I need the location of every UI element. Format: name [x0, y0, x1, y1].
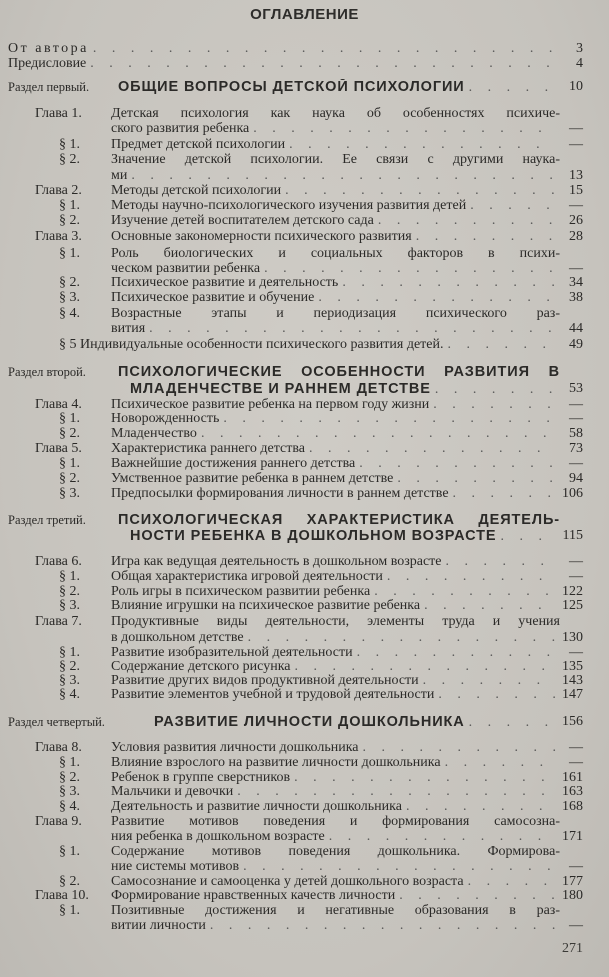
paragraph-label: § 3.	[59, 598, 80, 613]
entry-page-number: —	[569, 137, 583, 152]
dot-leader	[359, 456, 556, 472]
entry-page-number: 15	[569, 183, 583, 198]
toc-entry-para	[0, 321, 609, 337]
chapter-label: Глава 6.	[35, 554, 82, 569]
entry-page-number: 3	[576, 41, 583, 56]
dot-leader	[90, 56, 556, 72]
paragraph-label: § 1.	[59, 137, 80, 152]
entry-page-number: 147	[562, 687, 583, 702]
entry-title: Содержание детского рисунка	[111, 659, 291, 674]
paragraph-label: § 1.	[59, 411, 80, 426]
entry-title: Предисловие	[8, 56, 87, 71]
entry-title: Изучение детей воспитателем детского сада	[111, 213, 374, 228]
entry-page-number: 106	[562, 486, 583, 501]
dot-leader	[131, 168, 556, 184]
entry-title: ческом развитии ребенка	[111, 261, 261, 276]
entry-title: Психическое развитие и обучение	[111, 290, 315, 305]
toc-entry-para	[0, 569, 609, 585]
dot-leader	[318, 290, 556, 306]
dot-leader	[289, 137, 556, 153]
toc-entry-para	[0, 137, 609, 153]
toc-entry-para5	[0, 337, 609, 353]
entry-page-number: 10	[569, 79, 583, 94]
entry-title: Продуктивные виды деятельности, элементы труда и учения	[111, 614, 560, 629]
toc-entry-chapter	[0, 888, 609, 904]
page-number: 271	[562, 941, 583, 956]
dot-leader	[406, 799, 556, 815]
toc-entry-chapter	[0, 740, 609, 756]
entry-title: МЛАДЕНЧЕСТВЕ И РАННЕМ ДЕТСТВЕ	[130, 381, 431, 397]
entry-page-number: 177	[562, 874, 583, 889]
entry-title: Условия развития личности дошкольника	[111, 740, 359, 755]
entry-title: Развитие изобразительной деятельности	[111, 645, 353, 660]
entry-title: Психическое развитие ребенка на первом году жизни	[111, 397, 430, 412]
toc-entry-chapter	[0, 229, 609, 245]
chapter-label: Глава 10.	[35, 888, 89, 903]
entry-title: Влияние игрушки на психическое развитие ребенка	[111, 598, 421, 613]
toc-entry-part	[0, 714, 609, 730]
entry-title: Возрастные этапы и периодизация психического раз-	[111, 306, 560, 321]
toc-entry-para	[0, 784, 609, 800]
paragraph-label: § 1.	[59, 198, 80, 213]
entry-title: ние системы мотивов	[111, 859, 240, 874]
entry-page-number: 44	[569, 321, 583, 336]
toc-entry-para	[0, 152, 609, 168]
paragraph-label: § 2.	[59, 659, 80, 674]
entry-title: Самосознание и самооценка у детей дошкольного возраста	[111, 874, 464, 889]
toc-entry-part	[0, 364, 609, 380]
entry-page-number: 130	[562, 630, 583, 645]
entry-title: Основные закономерности психического развития	[111, 229, 412, 244]
entry-title: Роль игры в психическом развитии ребенка	[111, 584, 371, 599]
entry-page-number: —	[569, 918, 583, 933]
entry-title: ния ребенка в дошкольном возрасте	[111, 829, 325, 844]
toc-entry-para	[0, 799, 609, 815]
toc-entry-para	[0, 471, 609, 487]
chapter-label: Глава 2.	[35, 183, 82, 198]
toc-entry-para	[0, 844, 609, 860]
dot-leader	[399, 888, 556, 904]
dot-leader	[243, 859, 556, 875]
paragraph-label: § 2.	[59, 471, 80, 486]
toc-entry-para	[0, 246, 609, 262]
toc-entry-chapter	[0, 614, 609, 630]
entry-title: Характеристика раннего детства	[111, 441, 306, 456]
entry-page-number: —	[569, 859, 583, 874]
paragraph-label: § 4.	[59, 687, 80, 702]
entry-title: Значение детской психологии. Ее связи с другими наука-	[111, 152, 560, 167]
dot-leader	[342, 275, 556, 291]
part-label: Раздел первый.	[8, 80, 90, 94]
entry-page-number: 122	[562, 584, 583, 599]
entry-title: Младенчество	[111, 426, 197, 441]
toc-entry-chapter	[0, 630, 609, 646]
toc-entry-part	[0, 512, 609, 528]
paragraph-label: § 3.	[59, 290, 80, 305]
toc-entry-para	[0, 687, 609, 703]
entry-title: Формирование нравственных качеств личности	[111, 888, 396, 903]
toc-entry-chapter	[0, 183, 609, 199]
entry-page-number: 125	[562, 598, 583, 613]
paragraph-label: § 1.	[59, 755, 80, 770]
entry-title: Новорожденность	[111, 411, 220, 426]
toc-entry-front	[0, 56, 609, 72]
chapter-label: Глава 1.	[35, 106, 82, 121]
chapter-label: Глава 3.	[35, 229, 82, 244]
dot-leader	[416, 229, 556, 245]
toc-entry-para	[0, 198, 609, 214]
entry-page-number: 13	[569, 168, 583, 183]
entry-title: в дошкольном детстве	[111, 630, 244, 645]
entry-title: Методы научно-психологического изучения развития детей	[111, 198, 467, 213]
toc-entry-para	[0, 168, 609, 184]
dot-leader	[329, 829, 556, 845]
entry-title: Предмет детской психологии	[111, 137, 286, 152]
paragraph-label: § 3.	[59, 673, 80, 688]
part-label: Раздел четвертый.	[8, 715, 105, 729]
entry-page-number: 34	[569, 275, 583, 290]
entry-page-number: 161	[562, 770, 583, 785]
entry-title: Игра как ведущая деятельность в дошкольном возрасте	[111, 554, 442, 569]
entry-page-number: —	[569, 554, 583, 569]
entry-page-number: —	[569, 411, 583, 426]
entry-page-number: —	[569, 121, 583, 136]
entry-title: РАЗВИТИЕ ЛИЧНОСТИ ДОШКОЛЬНИКА	[154, 714, 465, 730]
entry-title: вития	[111, 321, 146, 336]
entry-title: Роль биологических и социальных факторов в психи-	[111, 246, 560, 261]
entry-title: Индивидуальные особенности психического развития детей.	[80, 337, 444, 352]
paragraph-label: § 2.	[59, 426, 80, 441]
toc-entry-para	[0, 426, 609, 442]
entry-page-number: —	[569, 261, 583, 276]
dot-leader	[149, 321, 556, 337]
entry-title: От автора	[8, 41, 89, 56]
part-label: Раздел третий.	[8, 513, 86, 527]
paragraph-label: § 1.	[59, 569, 80, 584]
part-label: Раздел второй.	[8, 365, 86, 379]
paragraph-label: § 1.	[59, 246, 80, 261]
toc-entry-chapter	[0, 829, 609, 845]
paragraph-label: § 2.	[59, 152, 80, 167]
paragraph-label: § 2.	[59, 770, 80, 785]
entry-page-number: —	[569, 740, 583, 755]
paragraph-label: § 4.	[59, 306, 80, 321]
paragraph-label: § 4.	[59, 799, 80, 814]
toc-entry-chapter	[0, 106, 609, 122]
entry-title: витии личности	[111, 918, 206, 933]
dot-leader	[309, 441, 556, 457]
chapter-label: Глава 7.	[35, 614, 82, 629]
entry-title: Развитие мотивов поведения и формирования самосозна-	[111, 814, 560, 829]
entry-title: Позитивные достижения и негативные образования в раз-	[111, 903, 560, 918]
entry-page-number: 180	[562, 888, 583, 903]
toc-entry-chapter	[0, 121, 609, 137]
entry-page-number: —	[569, 397, 583, 412]
entry-title: ПСИХОЛОГИЧЕСКАЯ ХАРАКТЕРИСТИКА ДЕЯТЕЛЬ-	[118, 512, 560, 528]
toc-entry-part	[0, 528, 609, 544]
dot-leader	[397, 471, 556, 487]
entry-page-number: —	[569, 456, 583, 471]
dot-leader	[223, 411, 556, 427]
entry-title: Развитие элементов учебной и трудовой деятельности	[111, 687, 435, 702]
toc-entry-part	[0, 79, 609, 95]
toc-entry-part	[0, 381, 609, 397]
paragraph-label: § 2.	[59, 584, 80, 599]
dot-leader	[387, 569, 556, 585]
dot-leader	[469, 80, 556, 96]
dot-leader	[438, 687, 556, 703]
entry-title: Умственное развитие ребенка в раннем детстве	[111, 471, 394, 486]
entry-page-number: 4	[576, 56, 583, 71]
entry-title: НОСТИ РЕБЕНКА В ДОШКОЛЬНОМ ВОЗРАСТЕ	[130, 528, 497, 544]
chapter-label: Глава 4.	[35, 397, 82, 412]
entry-title: Психическое развитие и деятельность	[111, 275, 339, 290]
toc-entry-para	[0, 456, 609, 472]
paragraph-label: § 5	[59, 337, 77, 352]
entry-title: Методы детской психологии	[111, 183, 282, 198]
toc-entry-para	[0, 411, 609, 427]
toc-entry-chapter	[0, 814, 609, 830]
dot-leader	[253, 121, 556, 137]
paragraph-label: § 2.	[59, 213, 80, 228]
chapter-label: Глава 9.	[35, 814, 82, 829]
toc-entry-para	[0, 290, 609, 306]
entry-title: Мальчики и девочки	[111, 784, 234, 799]
dot-leader	[237, 784, 556, 800]
entry-page-number: 163	[562, 784, 583, 799]
entry-page-number: 38	[569, 290, 583, 305]
paragraph-label: § 3.	[59, 784, 80, 799]
toc-entry-para	[0, 918, 609, 934]
toc-entry-para	[0, 903, 609, 919]
entry-page-number: —	[569, 569, 583, 584]
entry-title: ОБЩИЕ ВОПРОСЫ ДЕТСКОЙ ПСИХОЛОГИИ	[118, 79, 465, 95]
dot-leader	[378, 213, 556, 229]
entry-title: Предпосылки формирования личности в раннем детстве	[111, 486, 449, 501]
paragraph-label: § 1.	[59, 645, 80, 660]
dot-leader	[446, 554, 556, 570]
entry-title: Развитие других видов продуктивной деятельности	[111, 673, 419, 688]
entry-title: Важнейшие достижения раннего детства	[111, 456, 356, 471]
entry-page-number: 53	[569, 381, 583, 396]
entry-page-number: 143	[562, 673, 583, 688]
dot-leader	[453, 486, 556, 502]
toc-entry-para	[0, 213, 609, 229]
entry-title: Влияние взрослого на развитие личности дошкольника	[111, 755, 441, 770]
entry-title: Детская психология как наука об особенностях психиче-	[111, 106, 560, 121]
dot-leader	[424, 598, 556, 614]
dot-leader	[470, 198, 556, 214]
entry-page-number: —	[569, 198, 583, 213]
paragraph-label: § 2.	[59, 275, 80, 290]
dot-leader	[201, 426, 556, 442]
dot-leader	[448, 337, 556, 353]
paragraph-label: § 1.	[59, 903, 80, 918]
dot-leader	[469, 715, 556, 731]
toc-title: ОГЛАВЛЕНИЕ	[250, 6, 359, 23]
toc-entry-para	[0, 859, 609, 875]
paragraph-label: § 1.	[59, 456, 80, 471]
toc-entry-para	[0, 598, 609, 614]
entry-title: Деятельность и развитие личности дошкольника	[111, 799, 402, 814]
dot-leader	[93, 41, 556, 57]
paragraph-label: § 1.	[59, 844, 80, 859]
toc-entry-para	[0, 306, 609, 322]
entry-title: Общая характеристика игровой деятельности	[111, 569, 383, 584]
entry-page-number: 49	[569, 337, 583, 352]
entry-page-number: 168	[562, 799, 583, 814]
entry-page-number: 156	[562, 714, 583, 729]
entry-page-number: 73	[569, 441, 583, 456]
toc-entry-para	[0, 755, 609, 771]
toc-entry-para	[0, 486, 609, 502]
toc-entry-chapter	[0, 441, 609, 457]
entry-page-number: 135	[562, 659, 583, 674]
entry-page-number: 26	[569, 213, 583, 228]
entry-page-number: 94	[569, 471, 583, 486]
entry-page-number: 171	[562, 829, 583, 844]
entry-page-number: 115	[562, 528, 583, 543]
chapter-label: Глава 5.	[35, 441, 82, 456]
entry-title: ского развития ребенка	[111, 121, 250, 136]
chapter-label: Глава 8.	[35, 740, 82, 755]
entry-page-number: —	[569, 645, 583, 660]
dot-leader	[363, 740, 556, 756]
entry-page-number: —	[569, 755, 583, 770]
entry-page-number: 58	[569, 426, 583, 441]
dot-leader	[285, 183, 556, 199]
dot-leader	[210, 918, 556, 934]
toc-entry-para	[0, 275, 609, 291]
entry-title: ПСИХОЛОГИЧЕСКИЕ ОСОБЕННОСТИ РАЗВИТИЯ В	[118, 364, 560, 380]
paragraph-label: § 2.	[59, 874, 80, 889]
entry-page-number: 28	[569, 229, 583, 244]
entry-title: ми	[111, 168, 128, 183]
toc-entry-front	[0, 41, 609, 57]
dot-leader	[445, 755, 556, 771]
dot-leader	[248, 630, 556, 646]
paragraph-label: § 3.	[59, 486, 80, 501]
entry-title: Содержание мотивов поведения дошкольника. Формирова-	[111, 844, 560, 859]
entry-title: Ребенок в группе сверстников	[111, 770, 291, 785]
dot-leader	[435, 382, 556, 398]
toc-entry-chapter	[0, 554, 609, 570]
